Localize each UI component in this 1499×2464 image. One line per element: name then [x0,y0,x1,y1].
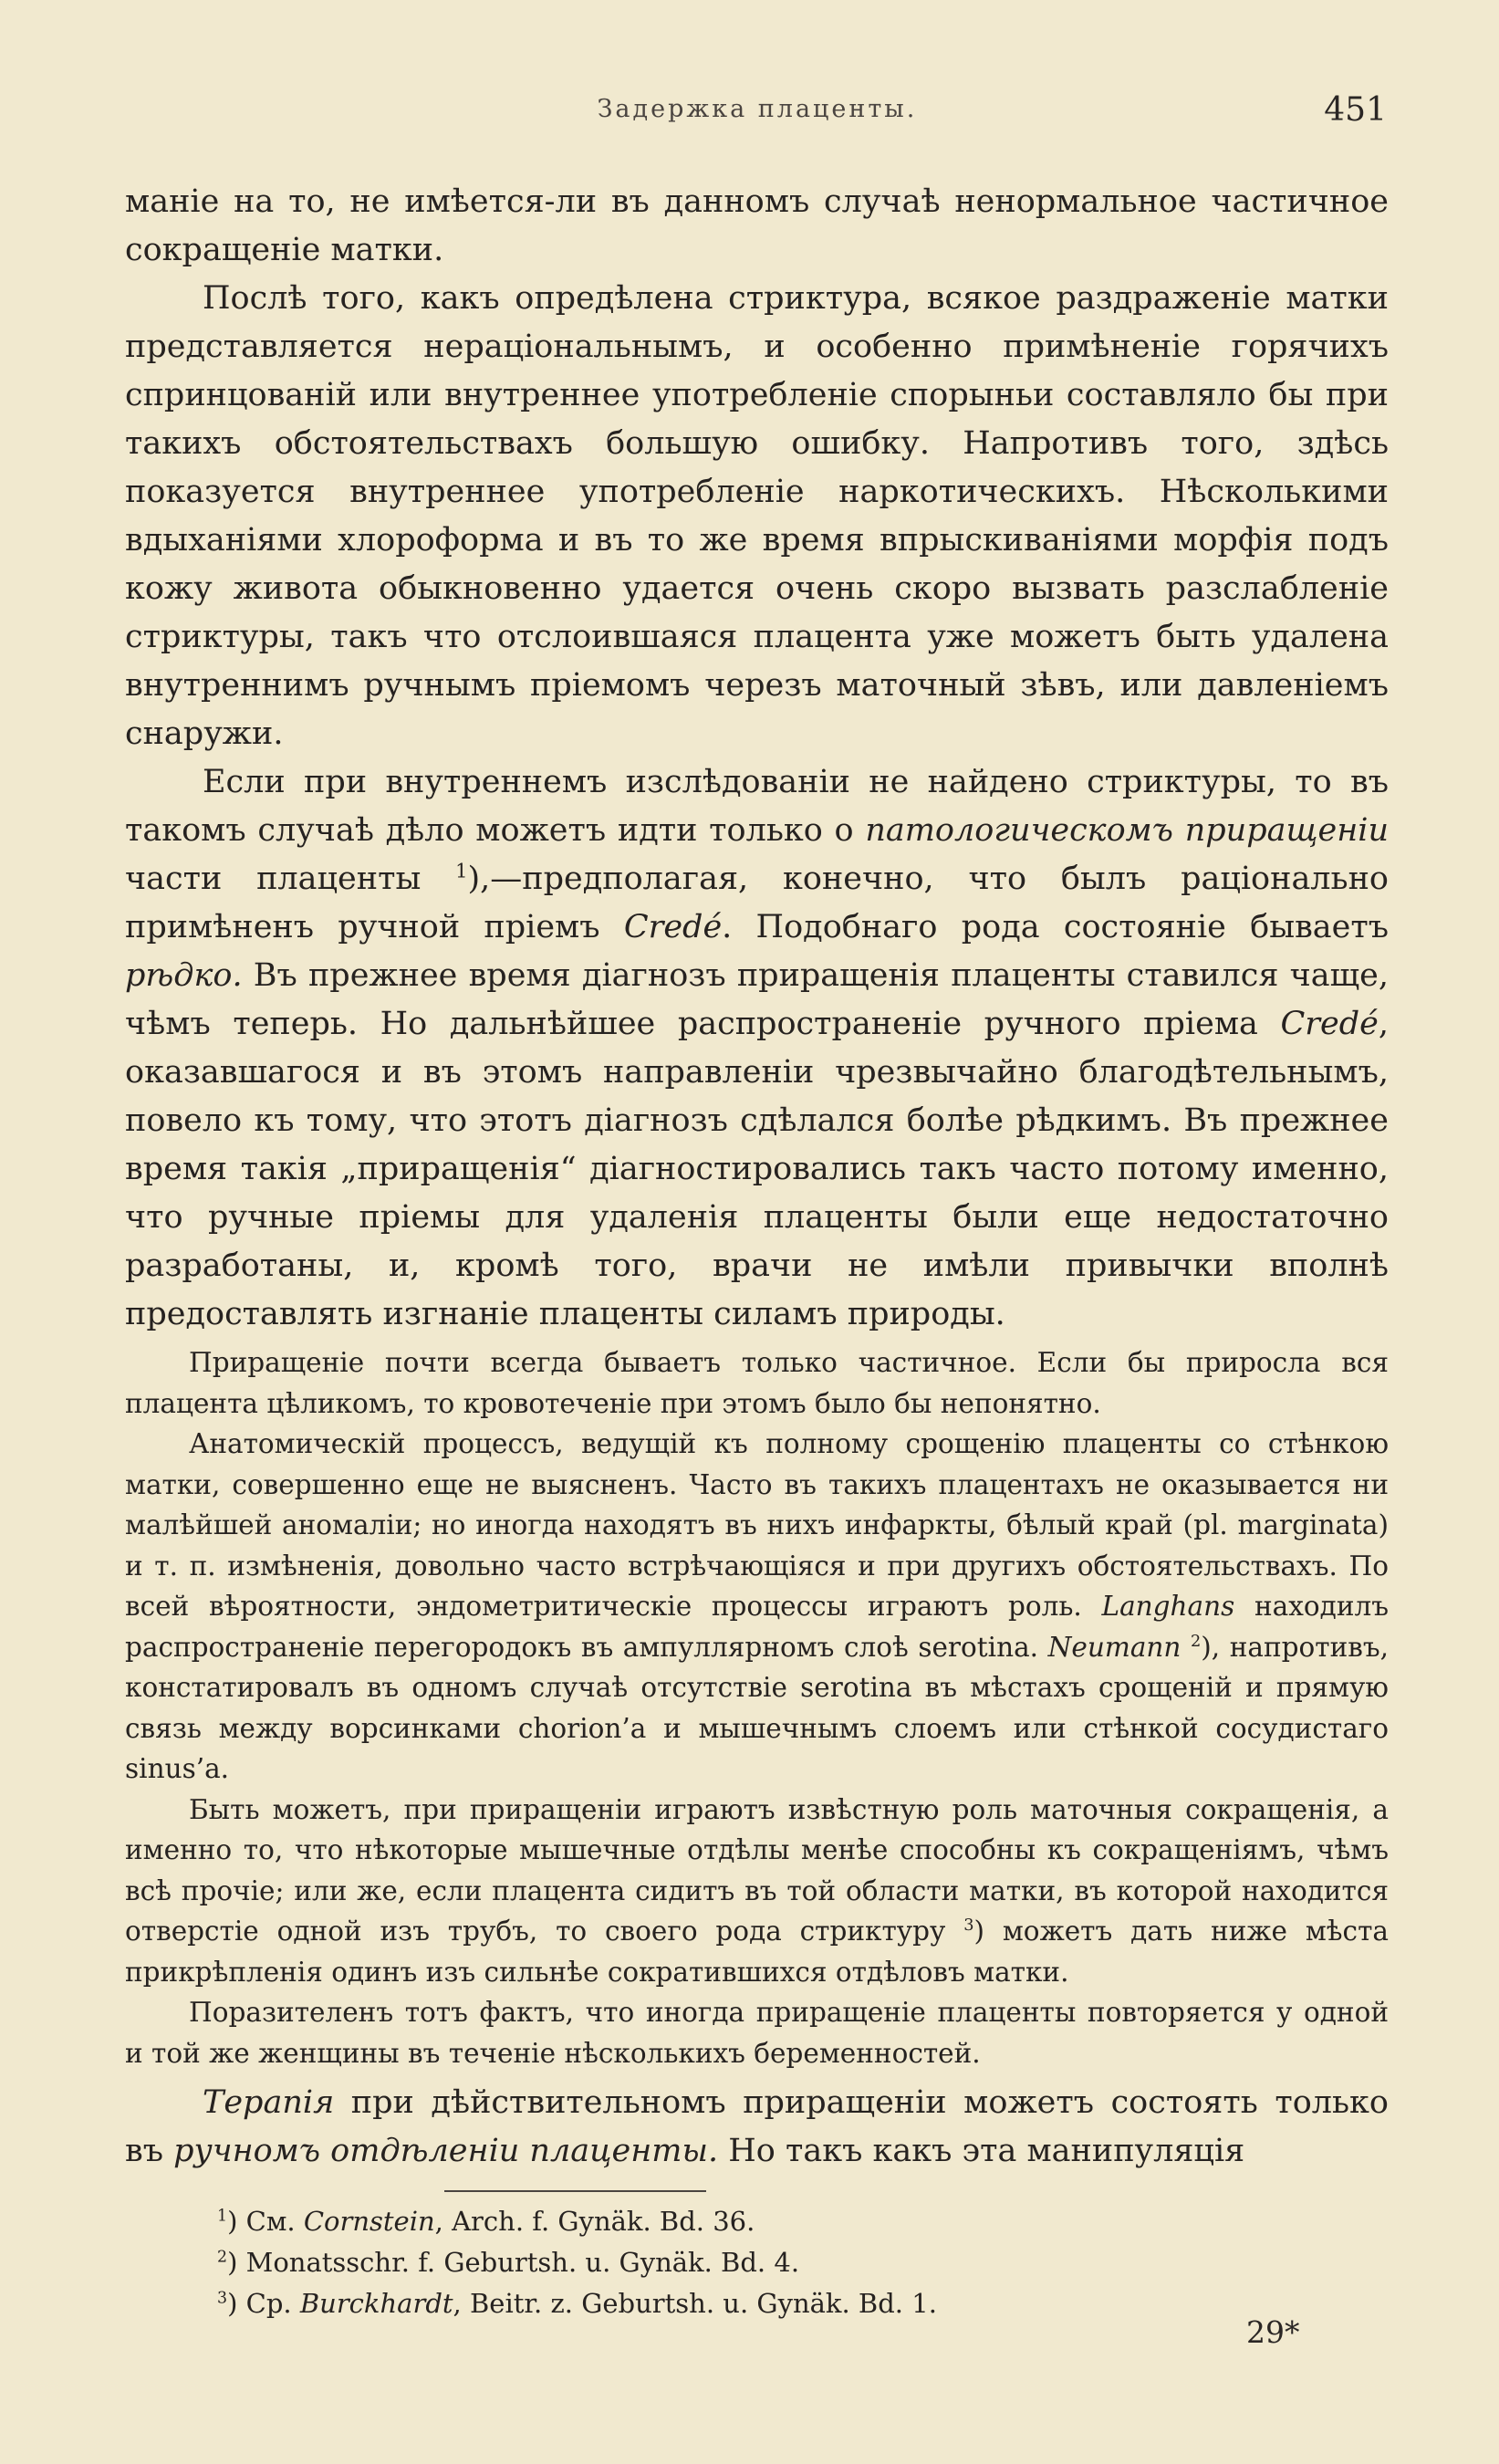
footnote-ref-1: 1 [455,860,468,882]
text-run: находилъ распространеніе перегородокъ въ ампуллярномъ слоѣ serotina. [125,1591,1390,1663]
text-run: Но такъ какъ эта манипуляція [718,2133,1245,2169]
footnote-text: Monatsschr. f. Geburtsh. u. Gynäk. Bd. 4. [245,2247,800,2278]
page-number: 451 [1324,91,1387,129]
paragraph-5 [125,1424,1389,1790]
text-run: . Подобнаго рода состояніе бываетъ [722,909,1390,945]
text-run: при дѣйствительномъ приращеніи можетъ состоять только въ [125,2084,1389,2169]
paragraph-3 [125,758,1389,1339]
footnote-ref-2: 2 [1191,1632,1202,1651]
footnote-divider [444,2190,706,2192]
footnote-3: $^3$) Cp. Burckhardt, Beitr. z. Geburtsh. u. Gynäk. Bd. 1. [217,2288,937,2319]
text-run: части плаценты [125,861,456,897]
paragraph-6 [125,1790,1389,1993]
text-run [1181,1632,1191,1663]
page-header [128,91,1387,137]
footnote-number: 2 [217,2248,228,2267]
paragraph-4: Приращеніе почти всегда бываетъ только частичное. Если бы приросла вся плацента цѣликомъ, то кровотеченіе при этомъ было бы непонятно. [125,1347,1389,1419]
emphasis-pathological-adhesion: патологическомъ приращеніи [865,812,1389,849]
footnote-number: 1 [217,2207,228,2226]
text-run: , оказавшагося и въ этомъ направленіи чрезвычайно благодѣтельнымъ, повело къ тому, что этотъ діагнозъ сдѣлался болѣе рѣдкимъ. Въ прежнее время такія „приращенія“ діагностировались такъ часто потому именно, что ручные пріемы для удаленія плаценты были еще недостаточно разработаны, и, кромѣ того, врачи не имѣли привычки вполнѣ предоставлять изгнаніе плаценты силамъ природы. [125,1006,1389,1332]
footnote-number: 3 [217,2289,228,2308]
paragraph-7: Поразителенъ тотъ фактъ, что иногда приращеніе плаценты повторяется у одной и той же женщины въ теченіе нѣсколькихъ беременностей. [125,1997,1389,2069]
emphasis-manual-removal: ручномъ отдѣленіи плаценты. [173,2133,719,2169]
paragraph-1: маніе на то, не имѣется-ли въ данномъ случаѣ ненормальное частичное сокращеніе матки. [125,183,1389,268]
footnote-author: Burckhardt [299,2288,453,2319]
emphasis-rarely: рѣдко. [125,957,243,994]
footnote-text: , Beitr. z. Geburtsh. u. Gynäk. Bd. 1. [453,2288,937,2319]
paragraph-8 [125,2079,1389,2176]
footnote-ref-3: 3 [963,1916,974,1936]
footnote-1: $^1$) См. Cornstein, Arch. f. Gynäk. Bd. 36. [217,2206,755,2237]
author-neumann: Neumann [1047,1631,1182,1663]
text-run: Если при внутреннемъ изслѣдованіи не найдено стриктуры, то въ такомъ случаѣ дѣло можетъ идти только о [125,764,1389,849]
text-run: Быть можетъ, при приращеніи играютъ извѣстную роль маточныя сокращенія, а именно то, что нѣкоторые мышечные отдѣлы менѣе способны къ сокращеніямъ, чѣмъ всѣ прочіе; или же, если плацента сидитъ въ той области матки, въ которой находится отверстіе одной изъ трубъ, то своего рода стриктуру [125,1793,1389,1947]
footnote-prefix: См. [245,2206,304,2237]
text-run: ) можетъ дать ниже мѣста прикрѣпленія одинъ изъ сильнѣе сократившихся отдѣловъ матки. [125,1916,1389,1988]
text-run: Въ прежнее время діагнозъ приращенія плаценты ставился чаще, чѣмъ теперь. Но дальнѣйшее распространеніе ручного пріема [125,957,1389,1042]
footnote-text: , Arch. f. Gynäk. Bd. 36. [434,2206,755,2237]
emphasis-therapy: Терапія [203,2084,335,2121]
running-title: Задержка плаценты. [597,95,918,123]
footnotes [217,2201,1221,2324]
paragraph-2: Послѣ того, какъ опредѣлена стриктура, всякое раздраженіе матки представляется нераціональнымъ, и особенно примѣненіе горячихъ спринцованій или внутреннее употребленіе спорыньи составляло бы при такихъ обстоятельствахъ большую ошибку. Напротивъ того, здѣсь показуется внутреннее употребленіе наркотическихъ. Нѣсколькими вдыханіями хлороформа и въ то же время впрыскиваніями морфія подъ кожу живота обыкновенно удается очень скоро вызвать разслабленіе стриктуры, такъ что отслоившаяся плацента уже можетъ быть удалена внутреннимъ ручнымъ пріемомъ черезъ маточный зѣвъ, или давленіемъ снаружи. [125,280,1389,752]
body-text [125,178,1389,2176]
author-langhans: Langhans [1101,1591,1235,1622]
text-run: ),—предполагая, конечно, что былъ раціонально примѣненъ ручной пріемъ [125,861,1390,945]
author-credé: Credé [1280,1006,1379,1042]
footnote-author: Cornstein [303,2206,435,2237]
footnote-prefix: Cp. [245,2288,300,2319]
footnote-2: $^2$) Monatsschr. f. Geburtsh. u. Gynäk. Bd. 4. [217,2247,800,2278]
text-run: ), напротивъ, констатировалъ въ одномъ случаѣ отсутствіе serotina въ мѣстахъ срощеній и прямую связь между ворсинками chorion’а и мышечнымъ слоемъ или стѣнкой сосудистаго sinus’а. [125,1631,1389,1784]
signature-mark: 29* [1246,2314,1300,2350]
text-run: Анатомическій процессъ, ведущій къ полному срощенію плаценты со стѣнкою матки, совершенно еще не выясненъ. Часто въ такихъ плацентахъ не оказывается ни малѣйшей аномаліи; но иногда находятъ въ нихъ инфаркты, бѣлый край (pl. marginata) и т. п. измѣненія, довольно часто встрѣчающіяся и при другихъ обстоятельствахъ. По всей вѣроятности, эндометритическіе процессы играютъ роль. [125,1428,1389,1622]
author-credé: Credé [623,909,723,945]
